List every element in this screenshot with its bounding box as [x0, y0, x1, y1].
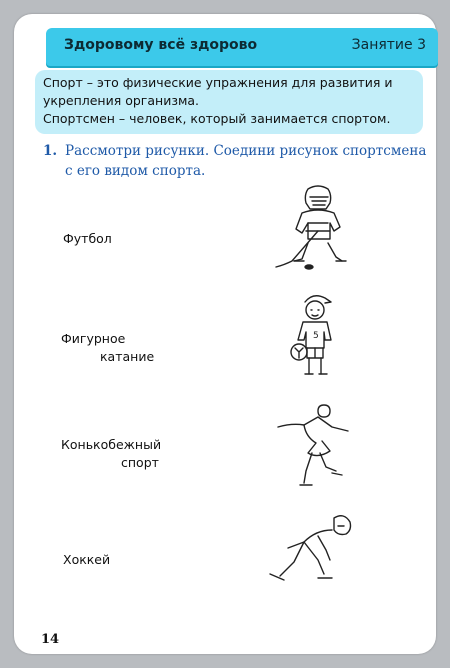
definition-box [35, 70, 423, 134]
task-number: 1. [43, 143, 58, 159]
label-figure-skating-1[interactable]: Фигурное [61, 331, 126, 346]
lesson-number: Занятие 3 [351, 37, 426, 53]
page-number: 14 [41, 632, 60, 647]
definition-line: Спорт – это физические упражнения для развития и [43, 75, 393, 90]
label-figure-skating-2[interactable]: катание [100, 349, 155, 364]
definition-line: укрепления организма. [43, 93, 200, 108]
svg-text:5: 5 [313, 331, 319, 341]
label-speed-skating-2[interactable]: спорт [121, 455, 159, 470]
definition-line: Спортсмен – человек, который занимается спортом. [43, 111, 391, 126]
label-hockey[interactable]: Хоккей [63, 552, 111, 567]
figure-skater-icon[interactable] [276, 401, 352, 491]
label-football[interactable]: Футбол [63, 231, 112, 246]
speed-skater-icon[interactable] [266, 510, 362, 590]
lesson-header [46, 28, 438, 66]
label-speed-skating-1[interactable]: Конькобежный [61, 437, 162, 452]
task-text-line: Рассмотри рисунки. Соедини рисунок спортсмена [65, 143, 427, 159]
hockey-player-icon[interactable] [272, 183, 364, 275]
topic-title: Здоровому всё здорово [64, 37, 258, 53]
task-text-line: с его видом спорта. [65, 163, 206, 179]
football-player-icon[interactable] [287, 292, 341, 384]
